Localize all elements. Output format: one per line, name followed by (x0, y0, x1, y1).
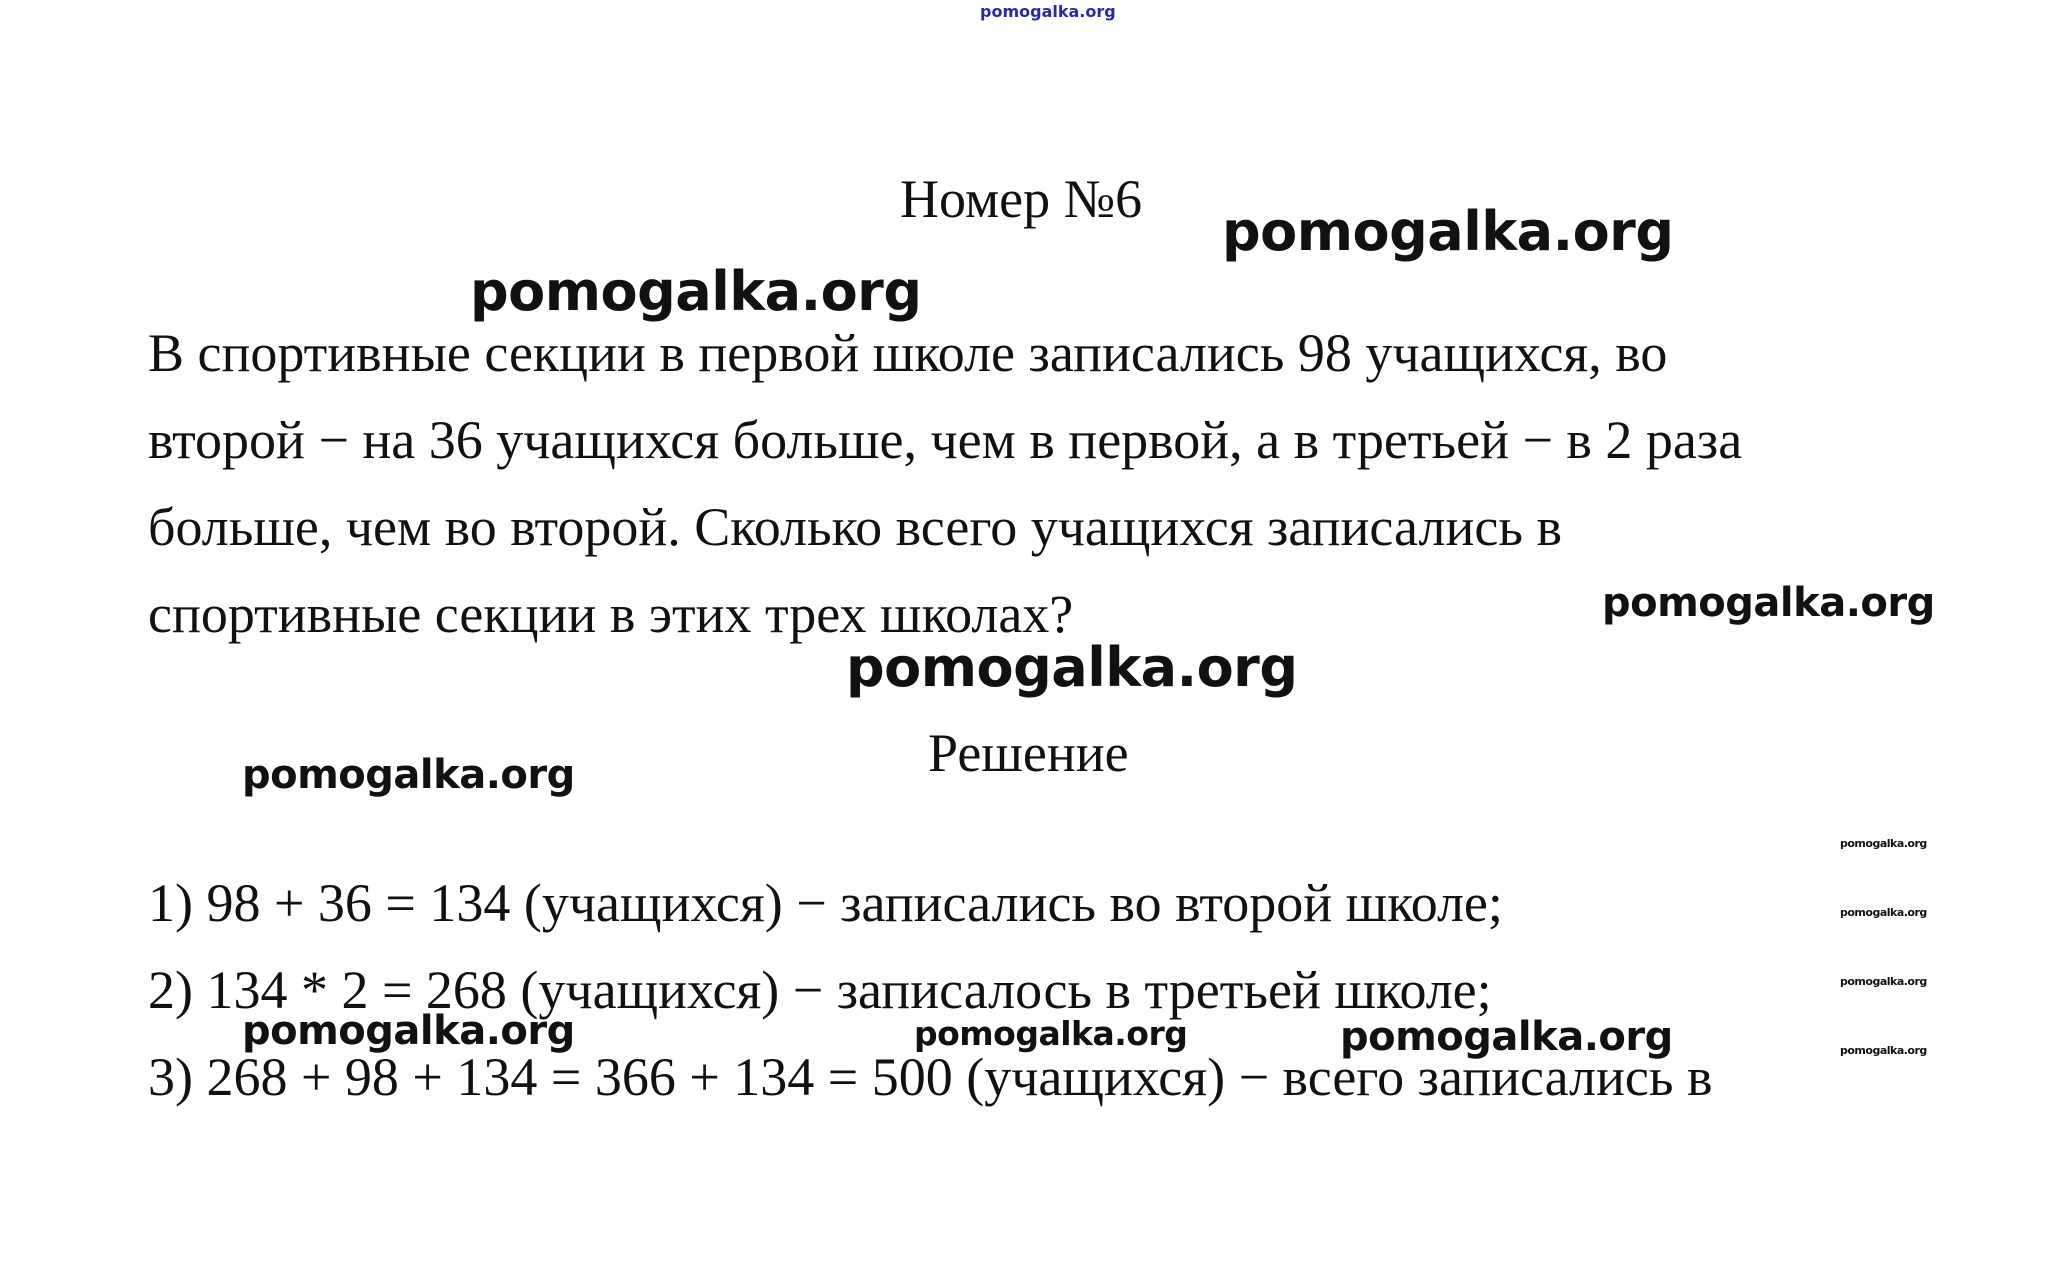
watermark: pomogalka.org (1840, 975, 1927, 988)
page-title: Номер №6 (900, 169, 1143, 229)
watermark: pomogalka.org (1840, 837, 1927, 850)
watermark: pomogalka.org (914, 1014, 1188, 1053)
solution-heading: Решение (928, 723, 1129, 783)
problem-line: второй − на 36 учащихся больше, чем в первой, а в третьей − в 2 раза (148, 410, 1743, 470)
problem-line: В спортивные секции в первой школе записались 98 учащихся, во (148, 323, 1668, 383)
solution-step: 2) 134 * 2 = 268 (учащихся) − записалось в третьей школе; (148, 960, 1492, 1020)
watermark: pomogalka.org (1602, 580, 1935, 626)
problem-line: больше, чем во второй. Сколько всего учащихся записались в (148, 497, 1562, 557)
watermark: pomogalka.org (1840, 1044, 1927, 1057)
problem-line: спортивные секции в этих трех школах? (148, 584, 1074, 644)
site-link[interactable]: pomogalka.org (980, 2, 1116, 21)
watermark: pomogalka.org (242, 752, 575, 798)
solution-step: 1) 98 + 36 = 134 (учащихся) − записались во второй школе; (148, 873, 1503, 933)
solution-step: 3) 268 + 98 + 134 = 366 + 134 = 500 (учащихся) − всего записались в (148, 1047, 1713, 1107)
watermark: pomogalka.org (470, 260, 922, 323)
watermark: pomogalka.org (1222, 200, 1674, 263)
watermark: pomogalka.org (1340, 1014, 1673, 1060)
solution-steps (148, 860, 1713, 1121)
watermark: pomogalka.org (1840, 906, 1927, 919)
watermark: pomogalka.org (846, 636, 1298, 699)
watermark: pomogalka.org (242, 1008, 575, 1054)
